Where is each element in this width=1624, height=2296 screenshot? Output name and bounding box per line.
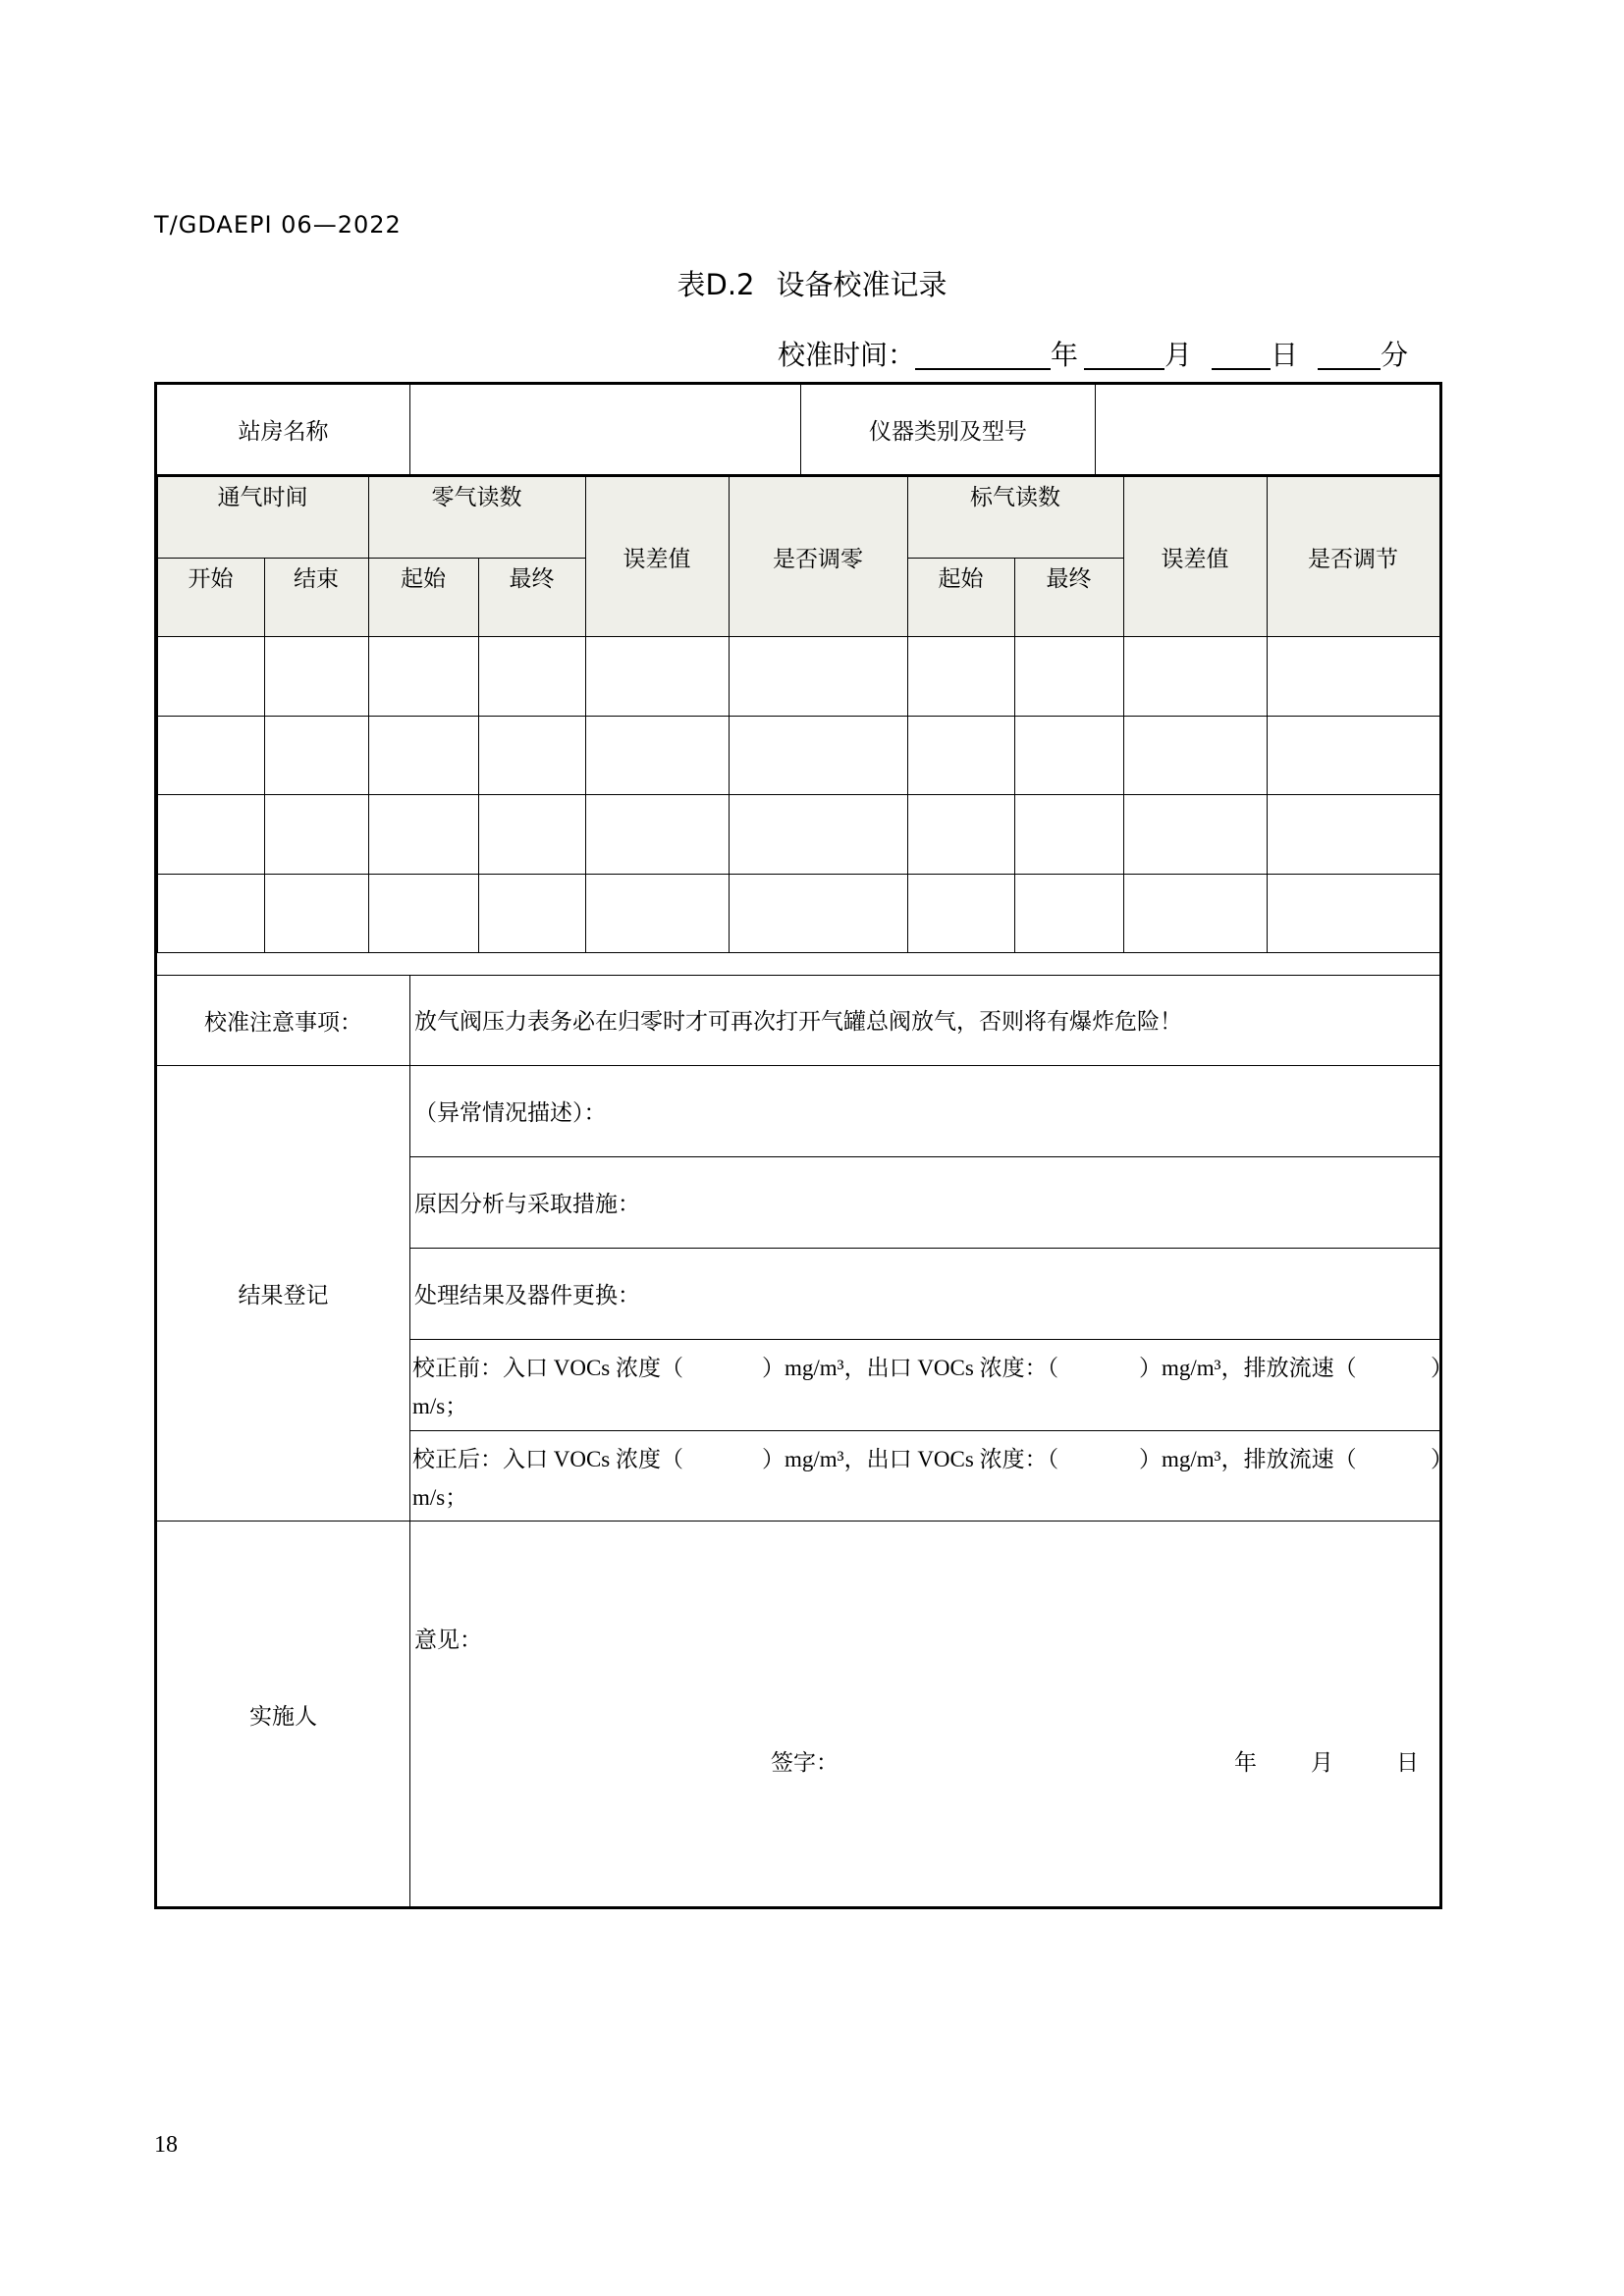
table-cell[interactable]	[264, 875, 368, 952]
table-cell[interactable]	[1014, 717, 1123, 794]
calibration-time	[778, 334, 1408, 373]
table-cell[interactable]	[264, 637, 368, 716]
table-cell[interactable]	[585, 717, 729, 794]
table-cell[interactable]	[157, 717, 264, 794]
rule	[409, 1339, 1442, 1340]
table-cell[interactable]	[729, 717, 907, 794]
table-cell[interactable]	[907, 795, 1014, 874]
table-cell[interactable]	[264, 717, 368, 794]
instrument-model-field[interactable]	[1096, 385, 1439, 474]
table-cell[interactable]	[585, 795, 729, 874]
header-zero-initial: 起始	[401, 565, 446, 592]
header-zero-reading: 零气读数	[431, 484, 522, 510]
after-outlet-text: ）mg/m³，出口 VOCs 浓度：（	[762, 1447, 1059, 1471]
rule	[409, 1248, 1442, 1249]
implementer-label: 实施人	[249, 1703, 317, 1730]
year-label: 年	[1051, 339, 1079, 371]
header-zero-final: 最终	[509, 565, 555, 592]
results-label: 结果登记	[238, 1283, 329, 1308]
header-adjusted: 是否调节	[1308, 546, 1398, 572]
abnormal-description[interactable]: （异常情况描述）：	[414, 1100, 607, 1126]
table-title	[0, 263, 1624, 303]
rule	[1439, 474, 1440, 952]
table-cell[interactable]	[907, 875, 1014, 952]
after-inlet-prefix: 校正后：入口 VOCs 浓度（	[412, 1447, 684, 1471]
table-cell[interactable]	[478, 637, 585, 716]
cause-analysis[interactable]: 原因分析与采取措施：	[414, 1192, 640, 1217]
table-cell[interactable]	[1123, 717, 1267, 794]
table-cell[interactable]	[907, 717, 1014, 794]
table-cell[interactable]	[478, 875, 585, 952]
rule	[409, 1430, 1442, 1431]
table-cell[interactable]	[585, 875, 729, 952]
header-vent-time: 通气时间	[217, 484, 308, 510]
table-cell[interactable]	[729, 875, 907, 952]
calibration-time-label: 校准时间：	[778, 339, 916, 371]
sign-year-label: 年	[1234, 1750, 1257, 1776]
header-start: 开始	[188, 565, 234, 592]
header-span-final: 最终	[1046, 565, 1092, 592]
signature-label[interactable]: 签字：	[771, 1750, 839, 1776]
header-zero-error: 误差值	[623, 546, 691, 572]
header-end: 结束	[294, 565, 339, 592]
header-span-initial: 起始	[938, 565, 984, 592]
rule	[409, 975, 410, 1909]
opinion-label[interactable]: 意见：	[414, 1628, 482, 1653]
table-cell[interactable]	[478, 717, 585, 794]
table-cell[interactable]	[729, 637, 907, 716]
sign-month-label: 月	[1311, 1750, 1333, 1776]
before-flow-text: ）mg/m³，排放流速（	[1139, 1356, 1357, 1380]
page-number: 18	[154, 2132, 178, 2158]
table-cell[interactable]	[368, 875, 478, 952]
notes-label: 校准注意事项：	[204, 1010, 362, 1036]
header-span-error: 误差值	[1161, 546, 1229, 572]
table-cell[interactable]	[478, 795, 585, 874]
year-blank[interactable]	[915, 339, 1051, 370]
sign-day-label: 日	[1396, 1750, 1419, 1776]
table-cell[interactable]	[1014, 637, 1123, 716]
header-span-reading: 标气读数	[970, 484, 1060, 510]
day-label: 日	[1271, 339, 1299, 371]
standard-code: T/GDAEPI 06—2022	[154, 211, 402, 239]
table-cell[interactable]	[1123, 795, 1267, 874]
table-cell[interactable]	[1267, 795, 1439, 874]
table-cell[interactable]	[368, 795, 478, 874]
handling-result[interactable]: 处理结果及器件更换：	[414, 1283, 640, 1308]
table-cell[interactable]	[157, 795, 264, 874]
table-cell[interactable]	[157, 637, 264, 716]
month-label: 月	[1164, 339, 1193, 371]
after-unit: m/s；	[412, 1485, 468, 1510]
before-close: ）	[1431, 1356, 1453, 1380]
station-name-field[interactable]	[410, 385, 800, 474]
before-inlet-prefix: 校正前：入口 VOCs 浓度（	[412, 1356, 684, 1380]
table-cell[interactable]	[1123, 637, 1267, 716]
table-cell[interactable]	[368, 637, 478, 716]
after-close: ）	[1431, 1447, 1453, 1471]
minute-blank[interactable]	[1318, 339, 1380, 370]
table-cell[interactable]	[264, 795, 368, 874]
rule	[154, 952, 1442, 953]
notes-text: 放气阀压力表务必在归零时才可再次打开气罐总阀放气，否则将有爆炸危险！	[414, 1009, 1182, 1035]
day-blank[interactable]	[1212, 339, 1271, 370]
rule	[409, 1156, 1442, 1157]
month-blank[interactable]	[1084, 339, 1164, 370]
table-cell[interactable]	[1123, 875, 1267, 952]
table-cell[interactable]	[157, 875, 264, 952]
table-number: 表D.2	[677, 268, 755, 301]
table-cell[interactable]	[907, 637, 1014, 716]
table-cell[interactable]	[1267, 637, 1439, 716]
instrument-model-label: 仪器类别及型号	[869, 419, 1027, 445]
header-zeroed: 是否调零	[773, 546, 863, 572]
table-cell[interactable]	[729, 795, 907, 874]
after-flow-text: ）mg/m³，排放流速（	[1139, 1447, 1357, 1471]
station-name-label: 站房名称	[238, 419, 329, 445]
table-cell[interactable]	[1267, 717, 1439, 794]
table-cell[interactable]	[368, 717, 478, 794]
table-cell[interactable]	[1267, 875, 1439, 952]
minute-label: 分	[1380, 339, 1409, 371]
table-name: 设备校准记录	[776, 268, 947, 301]
table-cell[interactable]	[1014, 795, 1123, 874]
table-cell[interactable]	[1014, 875, 1123, 952]
before-unit: m/s；	[412, 1394, 468, 1418]
table-cell[interactable]	[585, 637, 729, 716]
before-outlet-text: ）mg/m³，出口 VOCs 浓度：（	[762, 1356, 1059, 1380]
